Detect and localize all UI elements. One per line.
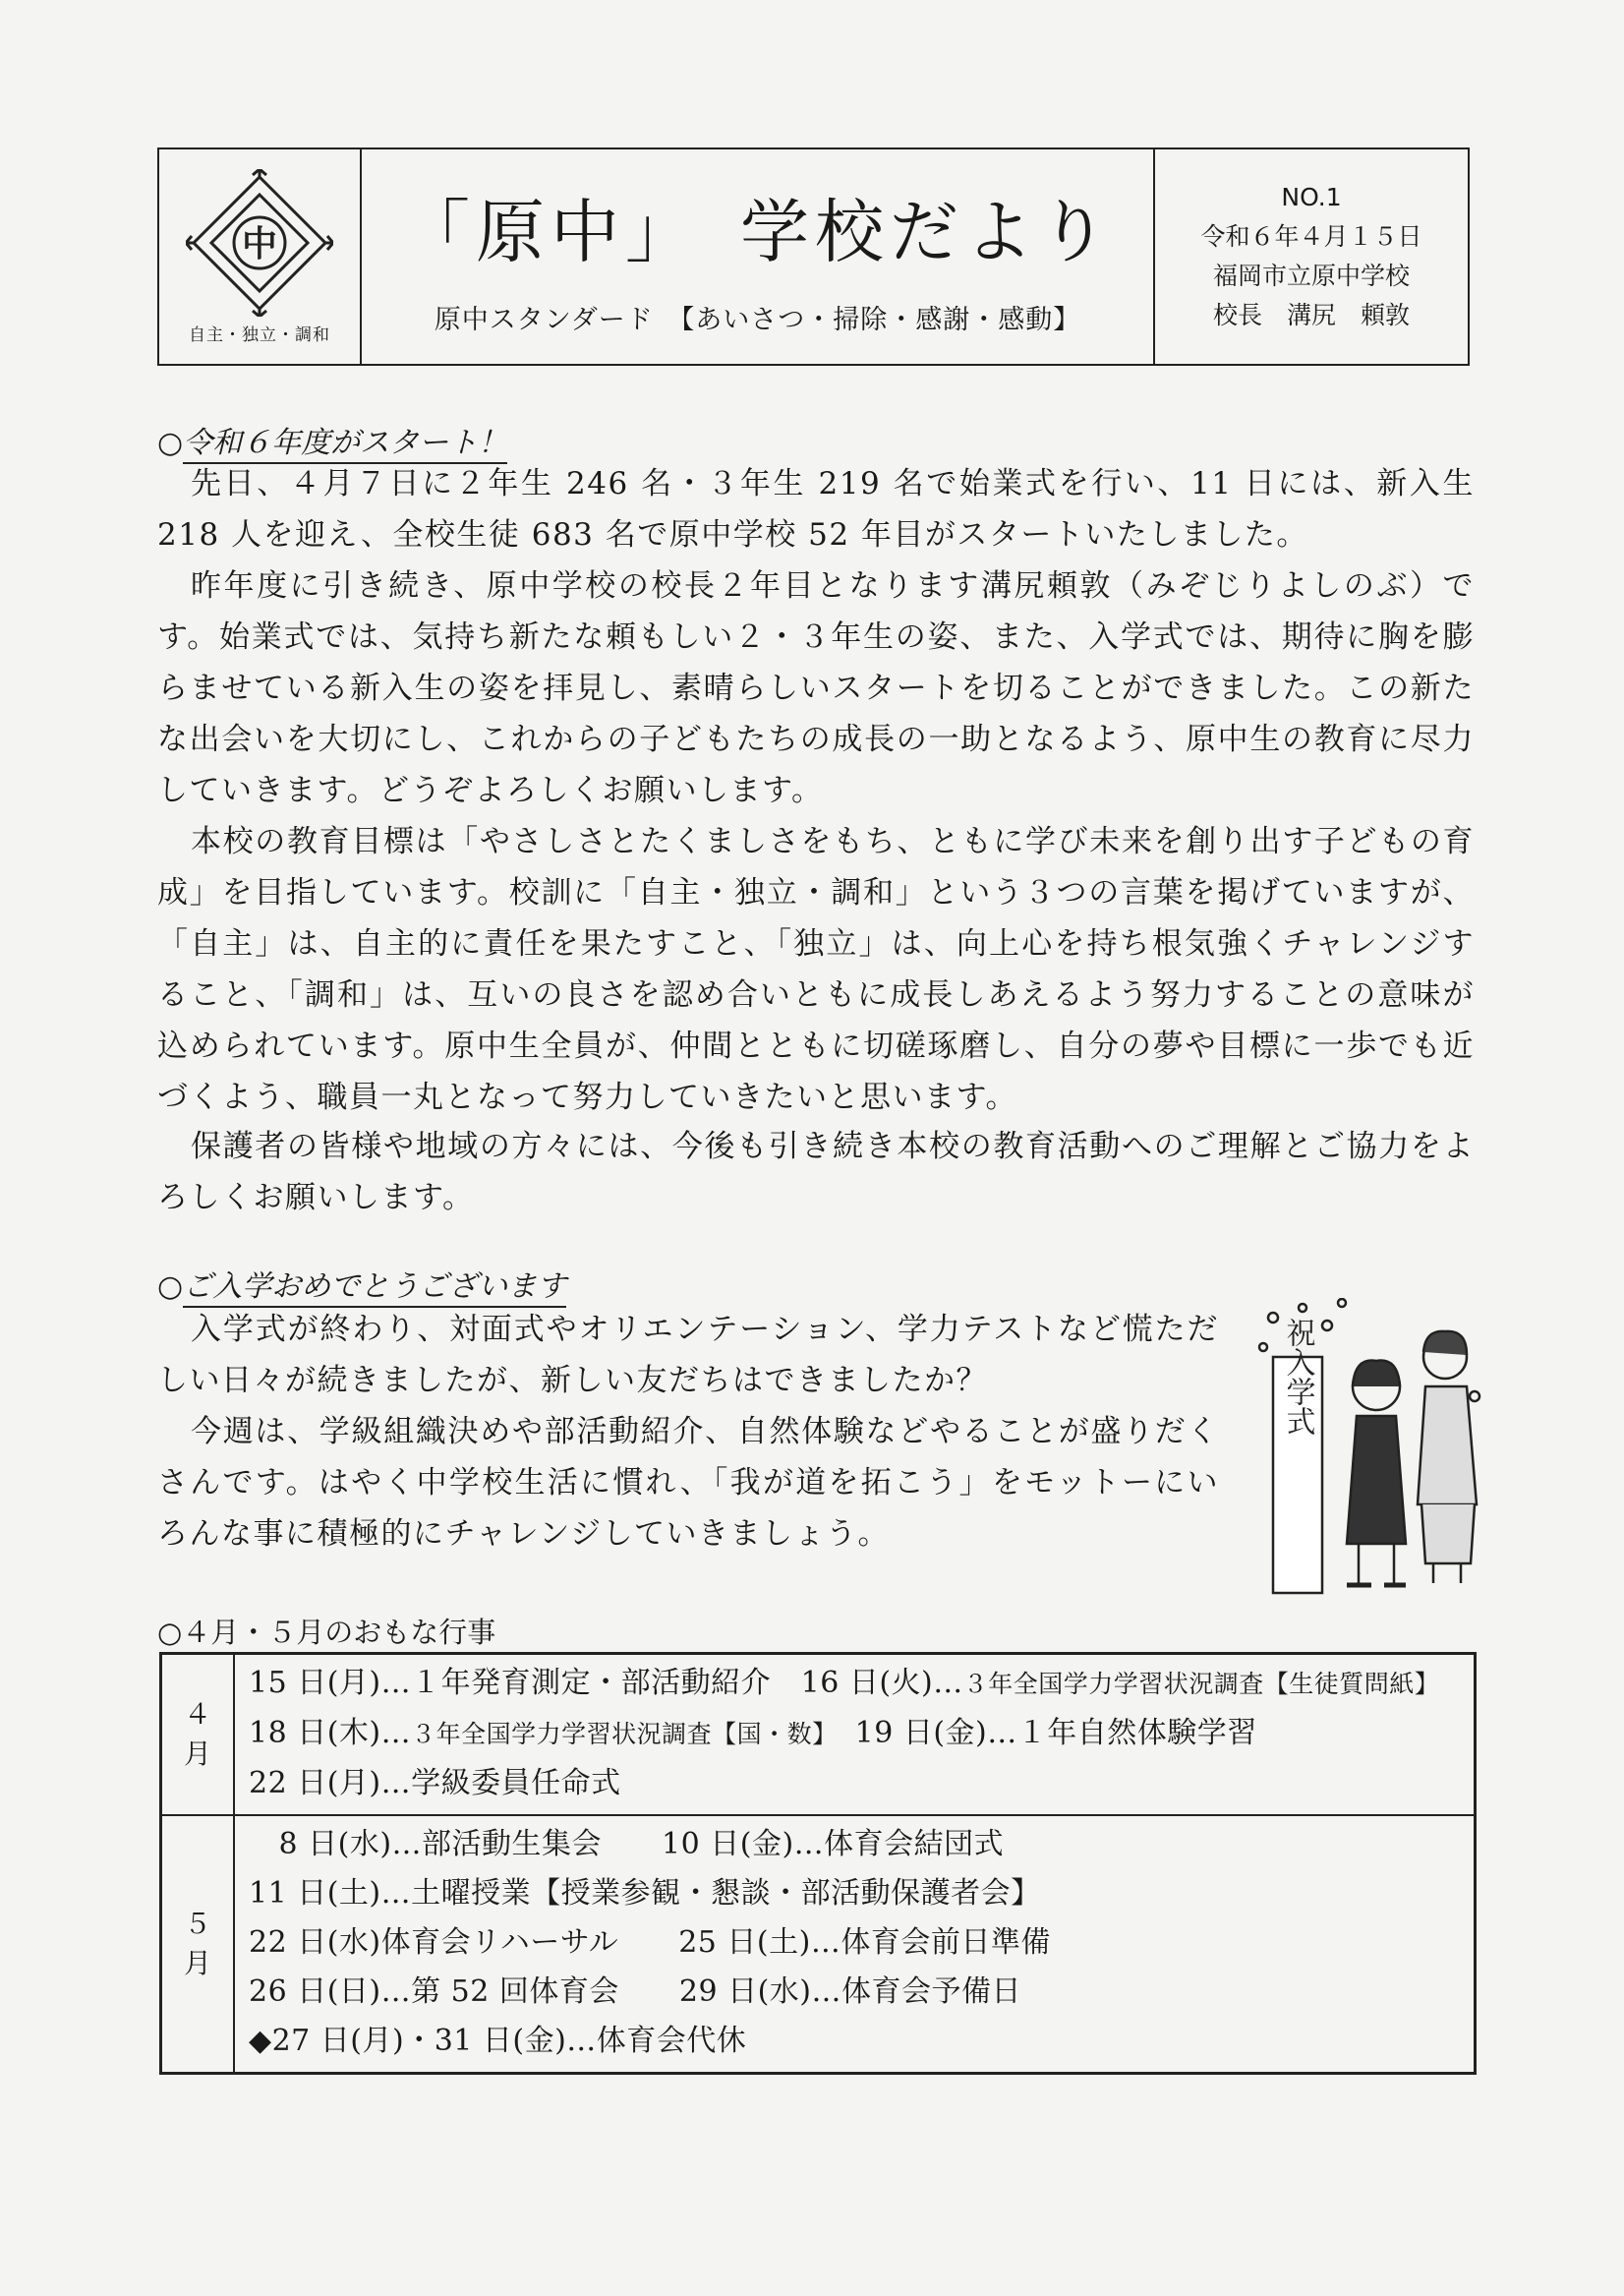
schedule-events [234, 1815, 1476, 2074]
school-standard: 原中スタンダード 【あいさつ・掃除・感謝・感動】 [434, 305, 1081, 335]
schedule-month-label: ５ 月 [161, 1815, 235, 2074]
schedule-event-line: 11 日(土)…土曜授業【授業参観・懇談・部活動保護者会】 [249, 1876, 1041, 1911]
newsletter-title: 「原中」 学校だより [401, 192, 1114, 272]
schedule-month-row [161, 1815, 1476, 2074]
schedule-month-label: ４ 月 [161, 1654, 235, 1816]
newsletter-header [157, 147, 1470, 366]
section1-paragraph: 保護者の皆様や地域の方々には、今後も引き続き本校の教育活動へのご理解とご協力をよろしくお願いします。 [157, 1129, 1475, 1215]
ceremony-sign-text: 祝入学式 [1280, 1318, 1315, 1436]
section1-paragraph: 先日、４月７日に２年生 246 名・３年生 219 名で始業式を行い、11 日には、新入生 218 人を迎え、全校生徒 683 名で原中学校 52 年目がスタートいたしました。 [157, 466, 1475, 553]
issue-number: NO.1 [1281, 183, 1342, 211]
schedule-event-line: ◆27 日(月)・31 日(金)…体育会代休 [249, 2024, 747, 2058]
section2-heading: ○ご入学おめでとうございます [157, 1262, 566, 1305]
school-emblem-cell [159, 149, 362, 364]
schedule-event-line: 15 日(月)…１年発育測定・部活動紹介 16 日(火)…３年全国学力学習状況調査【生徒質問紙】 [249, 1666, 1440, 1700]
schedule-event-line: 22 日(水)体育会リハーサル 25 日(土)…体育会前日準備 [249, 1925, 1051, 1960]
section1-paragraph: 本校の教育目標は「やさしさとたくましさをもち、ともに学び未来を創り出す子どもの育成」を目指しています。校訓に「自主・独立・調和」という３つの言葉を掲げていますが、「自主」は、自主的に責任を果たすこと、「独立」は、向上心を持ち根気強くチャレンジすること、「調和」は、互いの良さを認め合いともに成長しあえるよう努力することの意味が込められています。原中生全員が、仲間とともに切磋琢磨し、自分の夢や目標に一歩でも近づくよう、職員一丸となって努力していきたいと思います。 [157, 824, 1476, 1115]
section1-paragraph: 昨年度に引き続き、原中学校の校長２年目となります溝尻頼敦（みぞじりよしのぶ）です。始業式では、気持ち新たな頼もしい２・３年生の姿、また、入学式では、期待に胸を膨らませている新入生の姿を拝見し、素晴らしいスタートを切ることができました。この新たな出会いを大切にし、これからの子どもたちの成長の一助となるよう、原中生の教育に尽力していきます。どうぞよろしくお願いします。 [157, 568, 1476, 808]
emblem-character: 中 [241, 223, 278, 265]
issue-info-cell [1155, 149, 1468, 364]
schedule-table [159, 1652, 1477, 2075]
schedule-month-row [161, 1654, 1476, 1816]
schedule-event-line: 18 日(木)…３年全国学力学習状況調査【国・数】 19 日(金)…１年自然体験学習 [249, 1716, 1257, 1750]
principal-name: 校長 溝尻 頼敦 [1212, 301, 1410, 329]
schedule-event-line: 26 日(日)…第 52 回体育会 29 日(水)…体育会予備日 [249, 1974, 1021, 2009]
section1-heading: ○令和６年度がスタート！ [157, 418, 507, 461]
title-cell [362, 149, 1155, 364]
schedule-event-line: 8 日(水)…部活動生集会 10 日(金)…体育会結団式 [249, 1827, 1005, 1861]
entrance-ceremony-illustration [1248, 1298, 1494, 1603]
issue-date: 令和６年４月１５日 [1200, 222, 1422, 251]
section2-paragraph: 入学式が終わり、対面式やオリエンテーション、学力テストなど慌ただしい日々が続きましたが、新しい友だちはできましたか？ [157, 1312, 1219, 1398]
section2-paragraph: 今週は、学級組織決めや部活動紹介、自然体験などやることが盛りだくさんです。はやく中学校生活に慣れ、「我が道を拓こう」をモットーにいろんな事に積極的にチャレンジしていきましょう。 [157, 1414, 1219, 1552]
schedule-event-line: 22 日(月)…学級委員任命式 [249, 1766, 621, 1800]
school-emblem-icon [186, 169, 333, 317]
school-name: 福岡市立原中学校 [1212, 262, 1410, 290]
school-motto-small: 自主・独立・調和 [189, 324, 330, 345]
schedule-events [234, 1654, 1476, 1816]
schedule-heading: ○４月・５月のおもな行事 [157, 1616, 496, 1649]
